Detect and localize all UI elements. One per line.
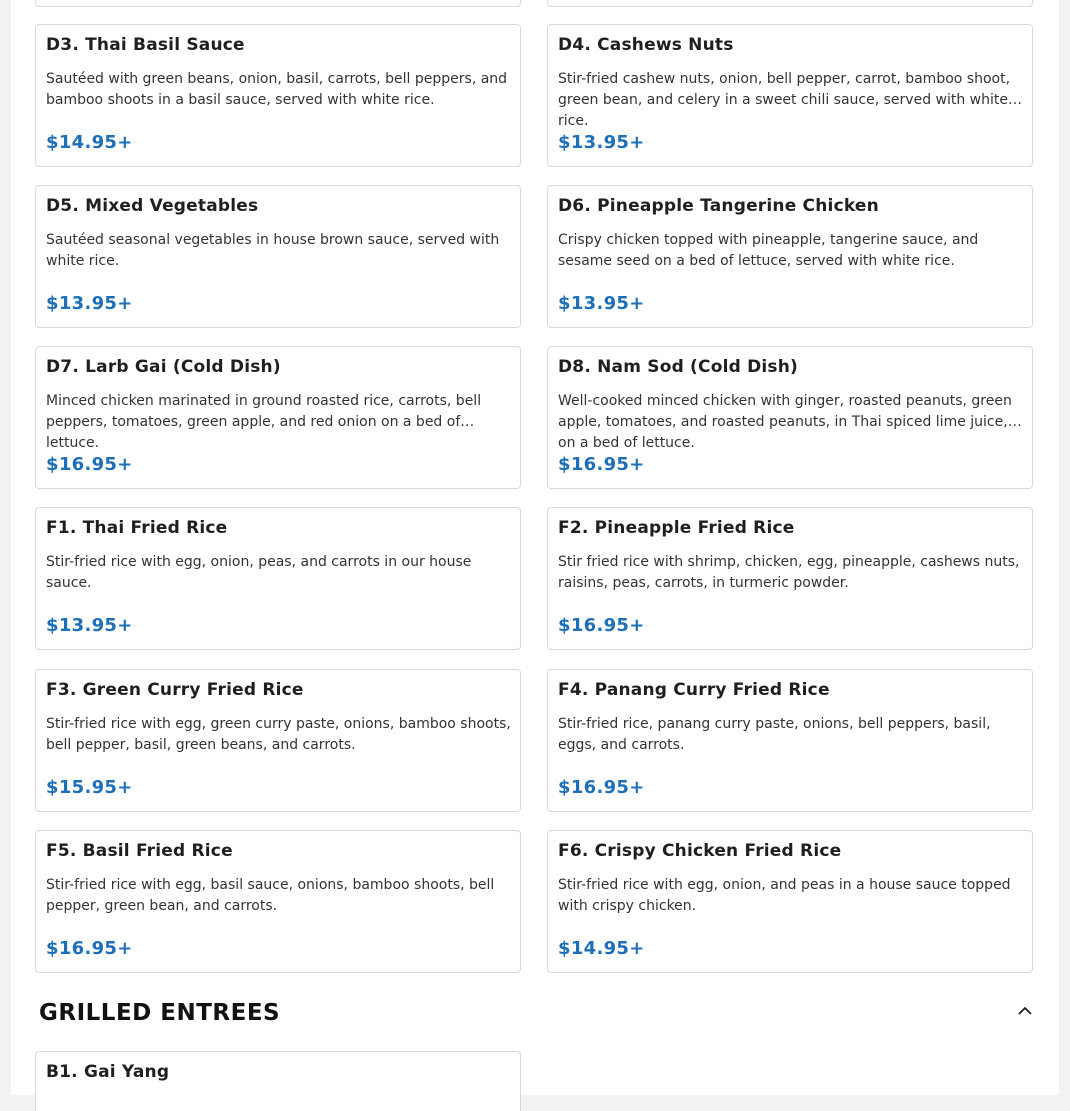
menu-item-price: $16.95+ — [46, 454, 133, 475]
collapse-section-button[interactable] — [1014, 999, 1036, 1021]
menu-item-description: Sautéed seasonal vegetables in house brown sauce, served with white rice. — [46, 232, 500, 269]
menu-item-card-partial[interactable] — [35, 0, 521, 7]
menu-item-description: Stir-fried rice, panang curry paste, onions, bell peppers, basil, eggs, and carrots. — [558, 716, 991, 753]
menu-item-price: $13.95+ — [46, 293, 133, 314]
menu-item-card[interactable] — [547, 346, 1033, 489]
menu-item-description: Stir-fried rice with egg, basil sauce, onions, bamboo shoots, bell pepper, green bean, and carrots. — [46, 877, 495, 914]
menu-item-price: $14.95+ — [46, 132, 133, 153]
menu-item-price: $16.95+ — [558, 454, 645, 475]
chevron-up-icon — [1018, 1006, 1032, 1015]
section-title: GRILLED ENTREES — [39, 1000, 281, 1026]
menu-item-title: D6. Pineapple Tangerine Chicken — [558, 196, 879, 216]
menu-item-card[interactable] — [35, 346, 521, 489]
menu-item-title: F5. Basil Fried Rice — [46, 841, 233, 861]
menu-item-card[interactable] — [547, 185, 1033, 328]
menu-item-card[interactable] — [35, 669, 521, 812]
menu-item-title: D4. Cashews Nuts — [558, 35, 734, 55]
menu-item-card[interactable] — [547, 830, 1033, 973]
menu-item-title: F1. Thai Fried Rice — [46, 518, 228, 538]
menu-item-title: F2. Pineapple Fried Rice — [558, 518, 795, 538]
menu-item-title: D7. Larb Gai (Cold Dish) — [46, 357, 281, 377]
menu-item-description: Minced chicken marinated in ground roasted rice, carrots, bell peppers, tomatoes, green apple, and red onion on a bed of lettuce. — [46, 393, 482, 451]
menu-item-description: Sautéed with green beans, onion, basil, carrots, bell peppers, and bamboo shoots in a basil sauce, served with white rice. — [46, 71, 508, 108]
menu-item-title: D3. Thai Basil Sauce — [46, 35, 245, 55]
menu-item-title: D5. Mixed Vegetables — [46, 196, 259, 216]
menu-item-price: $15.95+ — [46, 777, 133, 798]
menu-page — [11, 0, 1059, 1095]
menu-item-title: F6. Crispy Chicken Fried Rice — [558, 841, 842, 861]
menu-item-card[interactable] — [547, 669, 1033, 812]
menu-item-card[interactable] — [35, 830, 521, 973]
menu-item-description: Stir-fried rice with egg, onion, peas, and carrots in our house sauce. — [46, 554, 472, 591]
menu-item-description: Stir-fried rice with egg, green curry paste, onions, bamboo shoots, bell pepper, basil, green beans, and carrots. — [46, 716, 511, 753]
menu-item-description: Stir-fried cashew nuts, onion, bell pepper, carrot, bamboo shoot, green bean, and celery in a sweet chili sauce, served with white rice. — [558, 71, 1011, 129]
menu-item-price: $16.95+ — [558, 777, 645, 798]
menu-item-price: $13.95+ — [46, 615, 133, 636]
menu-item-title: B1. Gai Yang — [46, 1062, 170, 1082]
menu-item-card[interactable] — [547, 507, 1033, 650]
menu-item-description: Crispy chicken topped with pineapple, tangerine sauce, and sesame seed on a bed of lettuce, served with white rice. — [558, 232, 979, 269]
menu-item-price: $13.95+ — [558, 293, 645, 314]
menu-item-description: Stir-fried rice with egg, onion, and peas in a house sauce topped with crispy chicken. — [558, 877, 1011, 914]
menu-item-description: Stir fried rice with shrimp, chicken, egg, pineapple, cashews nuts, raisins, peas, carrots, in turmeric powder. — [558, 554, 1020, 591]
menu-item-card[interactable] — [547, 24, 1033, 167]
menu-item-title: F3. Green Curry Fried Rice — [46, 680, 304, 700]
menu-item-price: $16.95+ — [46, 938, 133, 959]
menu-item-card[interactable] — [35, 24, 521, 167]
menu-item-card[interactable] — [35, 185, 521, 328]
menu-item-price: $14.95+ — [558, 938, 645, 959]
menu-item-title: F4. Panang Curry Fried Rice — [558, 680, 830, 700]
menu-item-title: D8. Nam Sod (Cold Dish) — [558, 357, 799, 377]
menu-item-price: $16.95+ — [558, 615, 645, 636]
menu-item-price: $13.95+ — [558, 132, 645, 153]
menu-item-description: Well-cooked minced chicken with ginger, roasted peanuts, green apple, tomatoes, and roasted peanuts, in Thai spiced lime juice, on a bed of lettuce. — [558, 393, 1012, 451]
menu-item-card-partial[interactable] — [547, 0, 1033, 7]
menu-item-card[interactable] — [35, 1051, 521, 1111]
menu-item-card[interactable] — [35, 507, 521, 650]
